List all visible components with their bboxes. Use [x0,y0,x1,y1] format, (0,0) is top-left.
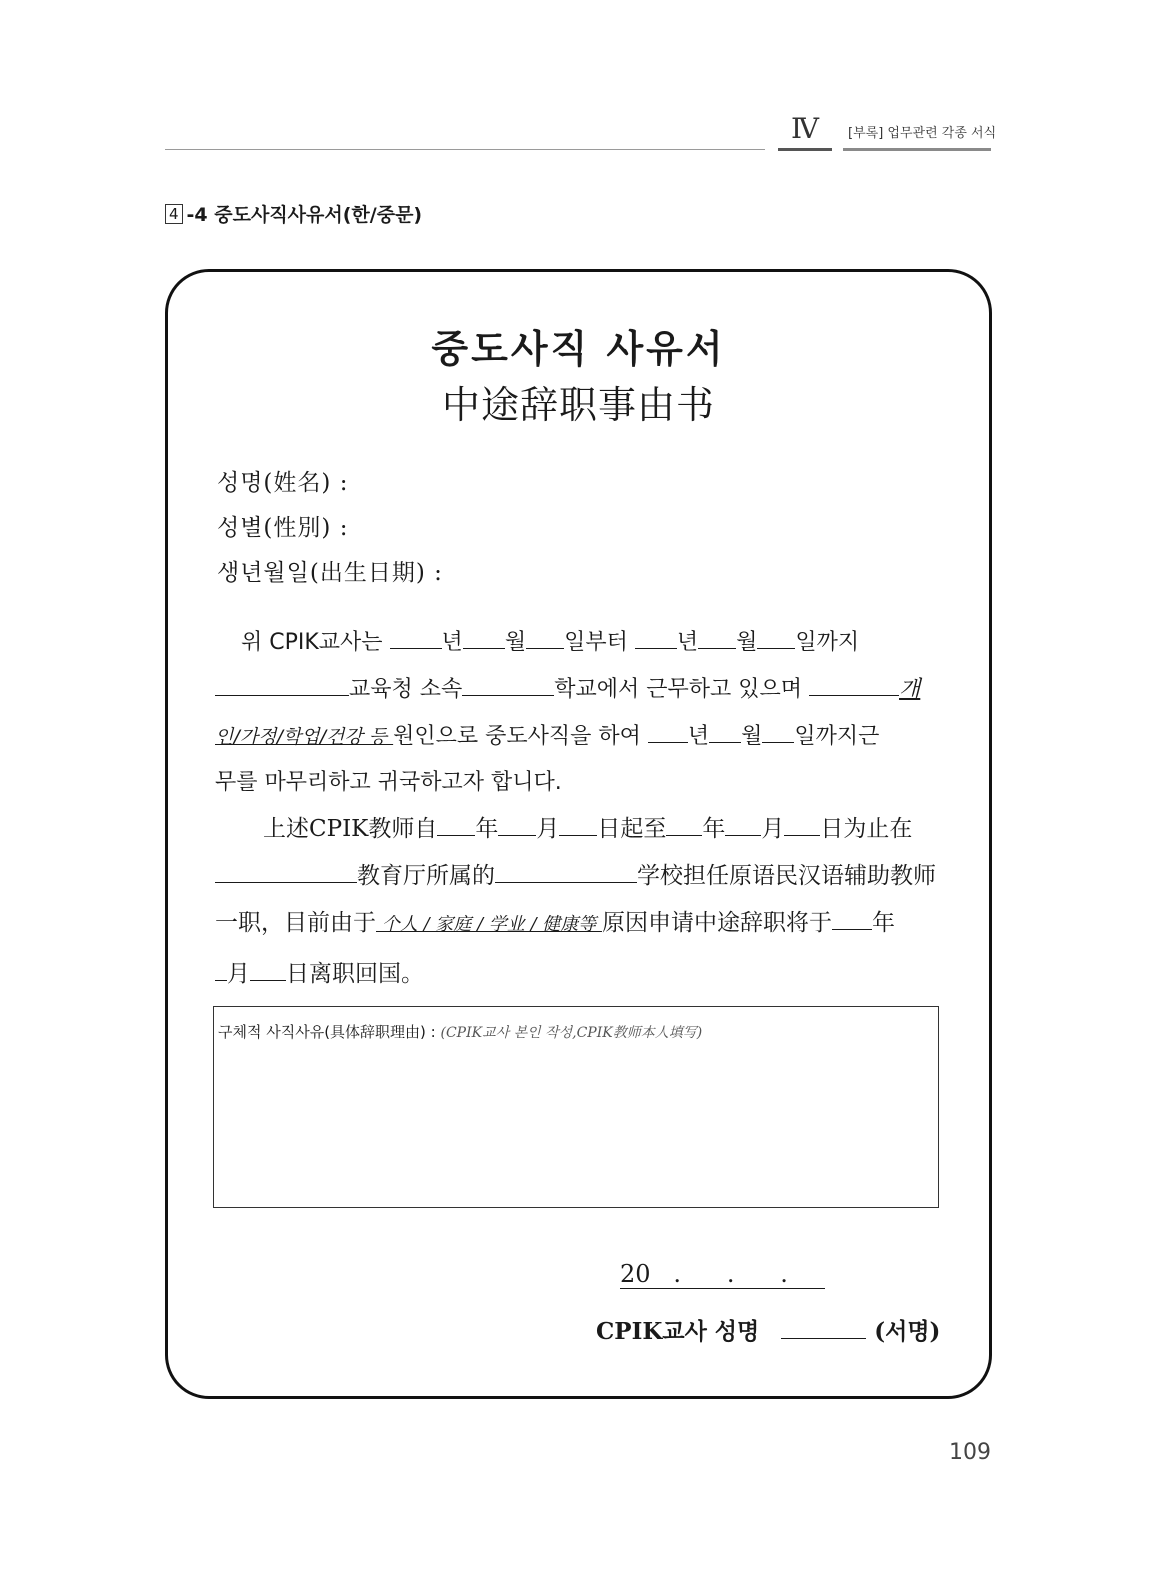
blank[interactable] [437,813,475,836]
reason-label: 구체적 사직사유(具体辞职理由) : (CPIK교사 본인 작성,CPIK教师本人填写) [218,1023,703,1041]
blank[interactable] [526,626,564,649]
section-heading-text: -4 중도사직사유서(한/중문) [186,204,423,226]
ko-paragraph-line-1: 위 CPIK교사는 년 월 일부터 년 월 일까지 [215,625,945,656]
zh-paragraph-line-1: 上述CPIK教师自 年 月 日起至 年 月 日为止在 [215,810,945,843]
blank[interactable] [725,813,761,836]
zh-paragraph-line-2: 教育厅所属的 学校担任原语民汉语辅助教师 [215,857,945,890]
field-name: 성명(姓名) : [217,470,349,496]
blank[interactable] [390,626,442,649]
blank[interactable] [762,720,794,743]
ko-paragraph-line-3: 인/가정/학업/건강 등 원인으로 중도사직을 하여 년 월 일까지근 [215,719,945,750]
zh-paragraph-line-4: 月 日离职回国。 [215,955,945,988]
blank[interactable] [709,720,741,743]
form-title-korean: 중도사직 사유서 [431,327,726,371]
blank[interactable] [559,813,597,836]
blank[interactable] [698,626,736,649]
blank[interactable] [648,720,688,743]
blank[interactable] [757,626,795,649]
blank[interactable] [498,813,536,836]
ko-paragraph-line-2: 교육청 소속 학교에서 근무하고 있으며 개 [215,672,945,703]
chapter-numeral-underline [778,148,832,151]
field-birthdate: 생년월일(出生日期) : [217,560,443,586]
blank[interactable] [215,673,349,696]
blank[interactable] [666,813,702,836]
field-gender: 성별(性別) : [217,515,349,541]
section-number-box: 4 [165,204,183,224]
reason-note: (CPIK교사 본인 작성,CPIK教师本人填写) [440,1025,703,1041]
blank[interactable] [809,673,899,696]
blank[interactable] [462,673,554,696]
signature-line: CPIK교사 성명 (서명) [596,1318,941,1345]
date-field[interactable]: 20 . . . [620,1260,825,1289]
form-title-chinese: 中途辞职事由书 [441,383,715,427]
blank[interactable] [495,860,637,883]
signature-field[interactable] [781,1318,866,1339]
header-rule [165,149,765,150]
chapter-numeral: Ⅳ [791,112,819,145]
section-title: [부록] 업무관련 각종 서식 [848,126,997,141]
blank[interactable] [463,626,505,649]
blank[interactable] [635,626,677,649]
blank[interactable] [832,907,872,930]
section-heading [165,200,422,227]
blank[interactable] [250,958,286,981]
ko-paragraph-line-4: 무를 마무리하고 귀국하고자 합니다. [215,770,562,795]
page-number: 109 [949,1440,991,1465]
zh-paragraph-line-3: 一职，目前由于 个人 / 家庭 / 学业 / 健康等 原因申请中途辞职将于 年 [215,904,945,937]
section-title-underline [843,148,991,151]
blank[interactable] [784,813,820,836]
blank[interactable] [215,958,227,981]
blank[interactable] [215,860,357,883]
reason-textbox[interactable] [213,1006,939,1208]
